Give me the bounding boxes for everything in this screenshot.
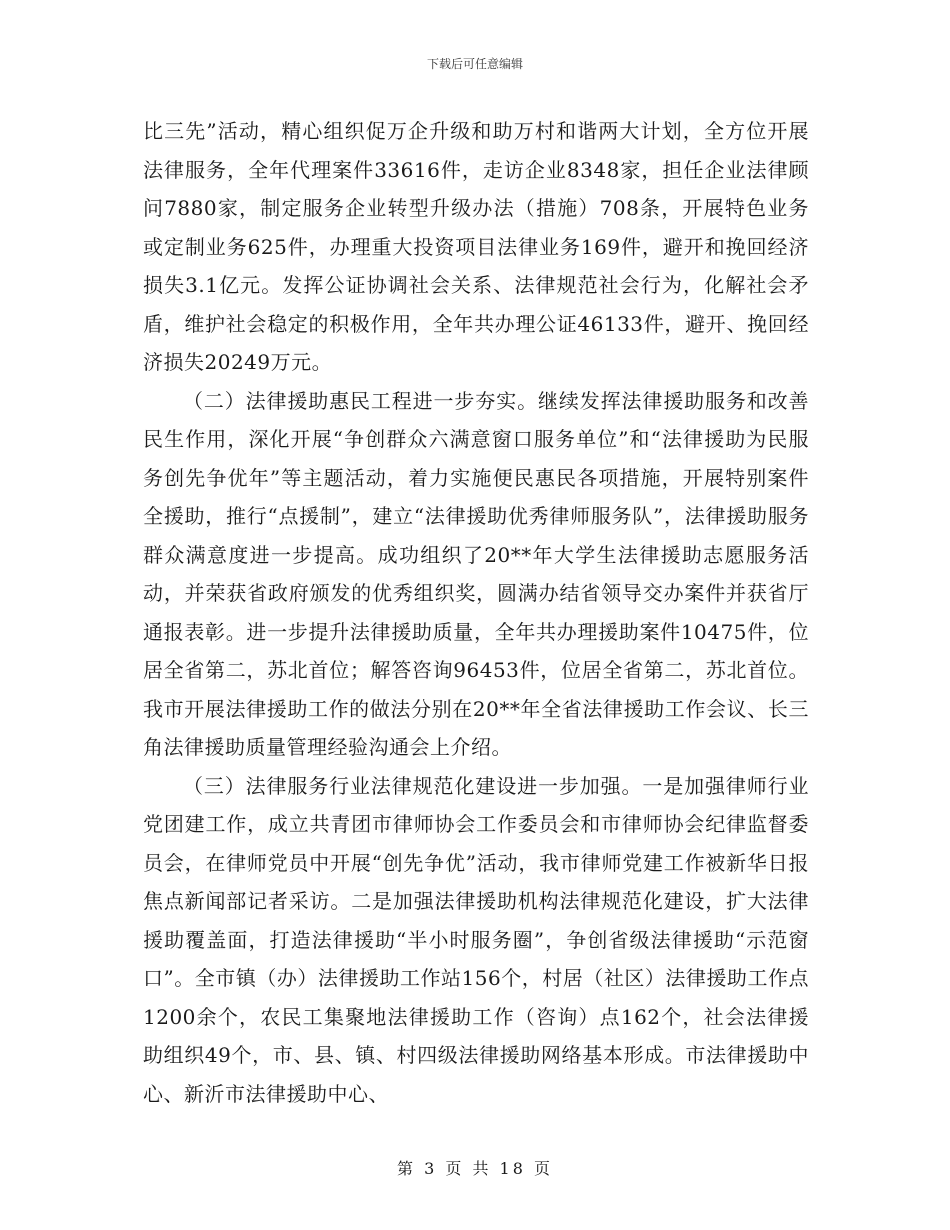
page-header: 下载后可任意编辑 bbox=[426, 57, 523, 71]
page-footer: 第 3 页 共 18 页 bbox=[397, 1159, 553, 1178]
paragraph-continuation: 比三先”活动，精心组织促万企升级和助万村和谐两大计划，全方位开展法律服务，全年代理案件33616件，走访企业8348家，担任企业法律顾问7880家，制定服务企业转型升级办法（措施）708条，开展特色业务或定制业务625件，办理重大投资项目法律业务169件，避开和挽回经济损失3.1亿元。发挥公证协调社会关系、法律规范社会行为，化解社会矛盾，维护社会稳定的积极作用，全年共办理公证46133件，避开、挽回经济损失20249万元。 bbox=[143, 119, 809, 374]
document-body bbox=[143, 112, 809, 1113]
paragraph-legal-service-standardization: （三）法律服务行业法律规范化建设进一步加强。一是加强律师行业党团建工作，成立共青团市律师协会工作委员会和市律师协会纪律监督委员会，在律师党员中开展“创先争优”活动，我市律师党建工作被新华日报焦点新闻部记者采访。二是加强法律援助机构法律规范化建设，扩大法律援助覆盖面，打造法律援助“半小时服务圈”，争创省级法律援助“示范窗口”。全市镇（办）法律援助工作站156个，村居（社区）法律援助工作点1200余个，农民工集聚地法律援助工作（咨询）点162个，社会法律援助组织49个，市、县、镇、村四级法律援助网络基本形成。市法律援助中心、新沂市法律援助中心、 bbox=[143, 773, 809, 1106]
paragraph-legal-aid: （二）法律援助惠民工程进一步夯实。继续发挥法律援助服务和改善民生作用，深化开展“争创群众六满意窗口服务单位”和“法律援助为民服务创先争优年”等主题活动，着力实施便民惠民各项措施，开展特别案件全援助，推行“点援制”，建立“法律援助优秀律师服务队”，法律援助服务群众满意度进一步提高。成功组织了20**年大学生法律援助志愿服务活动，并荣获省政府颁发的优秀组织奖，圆满办结省领导交办案件并获省厅通报表彰。进一步提升法律援助质量，全年共办理援助案件10475件，位居全省第二，苏北首位；解答咨询96453件，位居全省第二，苏北首位。我市开展法律援助工作的做法分别在20**年全省法律援助工作会议、长三角法律援助质量管理经验沟通会上介绍。 bbox=[143, 388, 809, 759]
